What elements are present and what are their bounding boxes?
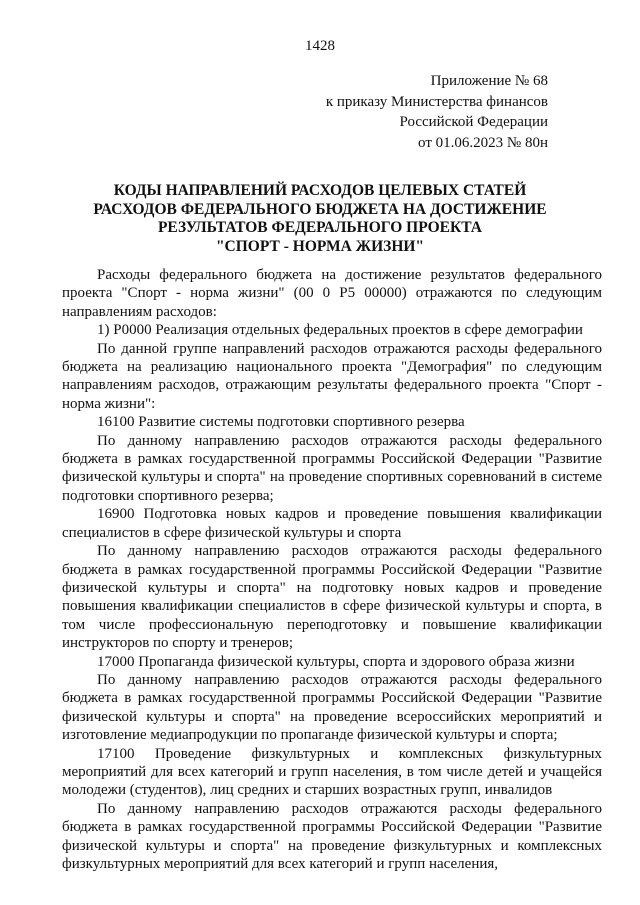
document-body bbox=[62, 266, 602, 873]
title-line: РЕЗУЛЬТАТОВ ФЕДЕРАЛЬНОГО ПРОЕКТА bbox=[157, 219, 483, 236]
paragraph: По данному направлению расходов отражаются расходы федерального бюджета в рамках государственной программы Российской Федерации "Развитие физической культуры и спорта" на проведение всероссийских мероприятий и изготовление медиапродукции по пропаганде физической культуры и спорта; bbox=[62, 671, 602, 744]
paragraph: 17000 Пропаганда физической культуры, спорта и здорового образа жизни bbox=[97, 653, 575, 670]
appendix-line: от 01.06.2023 № 80н bbox=[418, 134, 548, 151]
title-line: РАСХОДОВ ФЕДЕРАЛЬНОГО БЮДЖЕТА НА ДОСТИЖЕНИЕ bbox=[93, 200, 547, 218]
appendix-line: Приложение № 68 bbox=[430, 73, 548, 89]
appendix-line: к приказу Министерства финансов bbox=[325, 93, 548, 110]
appendix-reference bbox=[288, 71, 548, 153]
paragraph: 17100 Проведение физкультурных и комплексных физкультурных мероприятий для всех категорий и групп населения, в том числе детей и учащейся молодежи (студентов), лиц средних и старших возрастных групп, инвалидов bbox=[62, 745, 602, 799]
paragraph: 16100 Развитие системы подготовки спортивного резерва bbox=[97, 414, 465, 431]
paragraph: По данной группе направлений расходов отражаются расходы федерального бюджета на реализацию национального проекта "Демография" по следующим направлениям расходов, отражающим результаты федерального проекта "Спорт - норма жизни": bbox=[62, 340, 602, 412]
document-title bbox=[60, 182, 580, 256]
title-line: КОДЫ НАПРАВЛЕНИЙ РАСХОДОВ ЦЕЛЕВЫХ СТАТЕЙ bbox=[113, 182, 527, 199]
page-number: 1428 bbox=[305, 38, 335, 54]
paragraph: По данному направлению расходов отражаются расходы федерального бюджета в рамках государственной программы Российской Федерации "Развитие физической культуры и спорта" на проведение физкультурных и комплексных физкультурных мероприятий для всех категорий и групп населения, bbox=[62, 800, 602, 872]
paragraph: 1) Р0000 Реализация отдельных федеральных проектов в сфере демографии bbox=[97, 322, 583, 339]
paragraph: По данному направлению расходов отражаются расходы федерального бюджета в рамках государственной программы Российской Федерации "Развитие физической культуры и спорта" на подготовку новых кадров и проведение повышения квалификации специалистов в сфере физической культуры и спорта, в том числе профессиональную переподготовку и повышение квалификации инструкторов по спорту и тренеров; bbox=[62, 543, 602, 652]
paragraph: Расходы федерального бюджета на достижение результатов федерального проекта "Спорт - норма жизни" (00 0 Р5 00000) отражаются по следующим направлениям расходов: bbox=[62, 267, 602, 320]
paragraph: 16900 Подготовка новых кадров и проведение повышения квалификации специалистов в сфере физической культуры и спорта bbox=[62, 506, 602, 541]
title-line: "СПОРТ - НОРМА ЖИЗНИ" bbox=[215, 237, 425, 255]
appendix-line: Российской Федерации bbox=[399, 114, 548, 130]
paragraph: По данному направлению расходов отражаются расходы федерального бюджета в рамках государственной программы Российской Федерации "Развитие физической культуры и спорта" на проведение спортивных соревнований в системе подготовки спортивного резерва; bbox=[62, 432, 602, 504]
